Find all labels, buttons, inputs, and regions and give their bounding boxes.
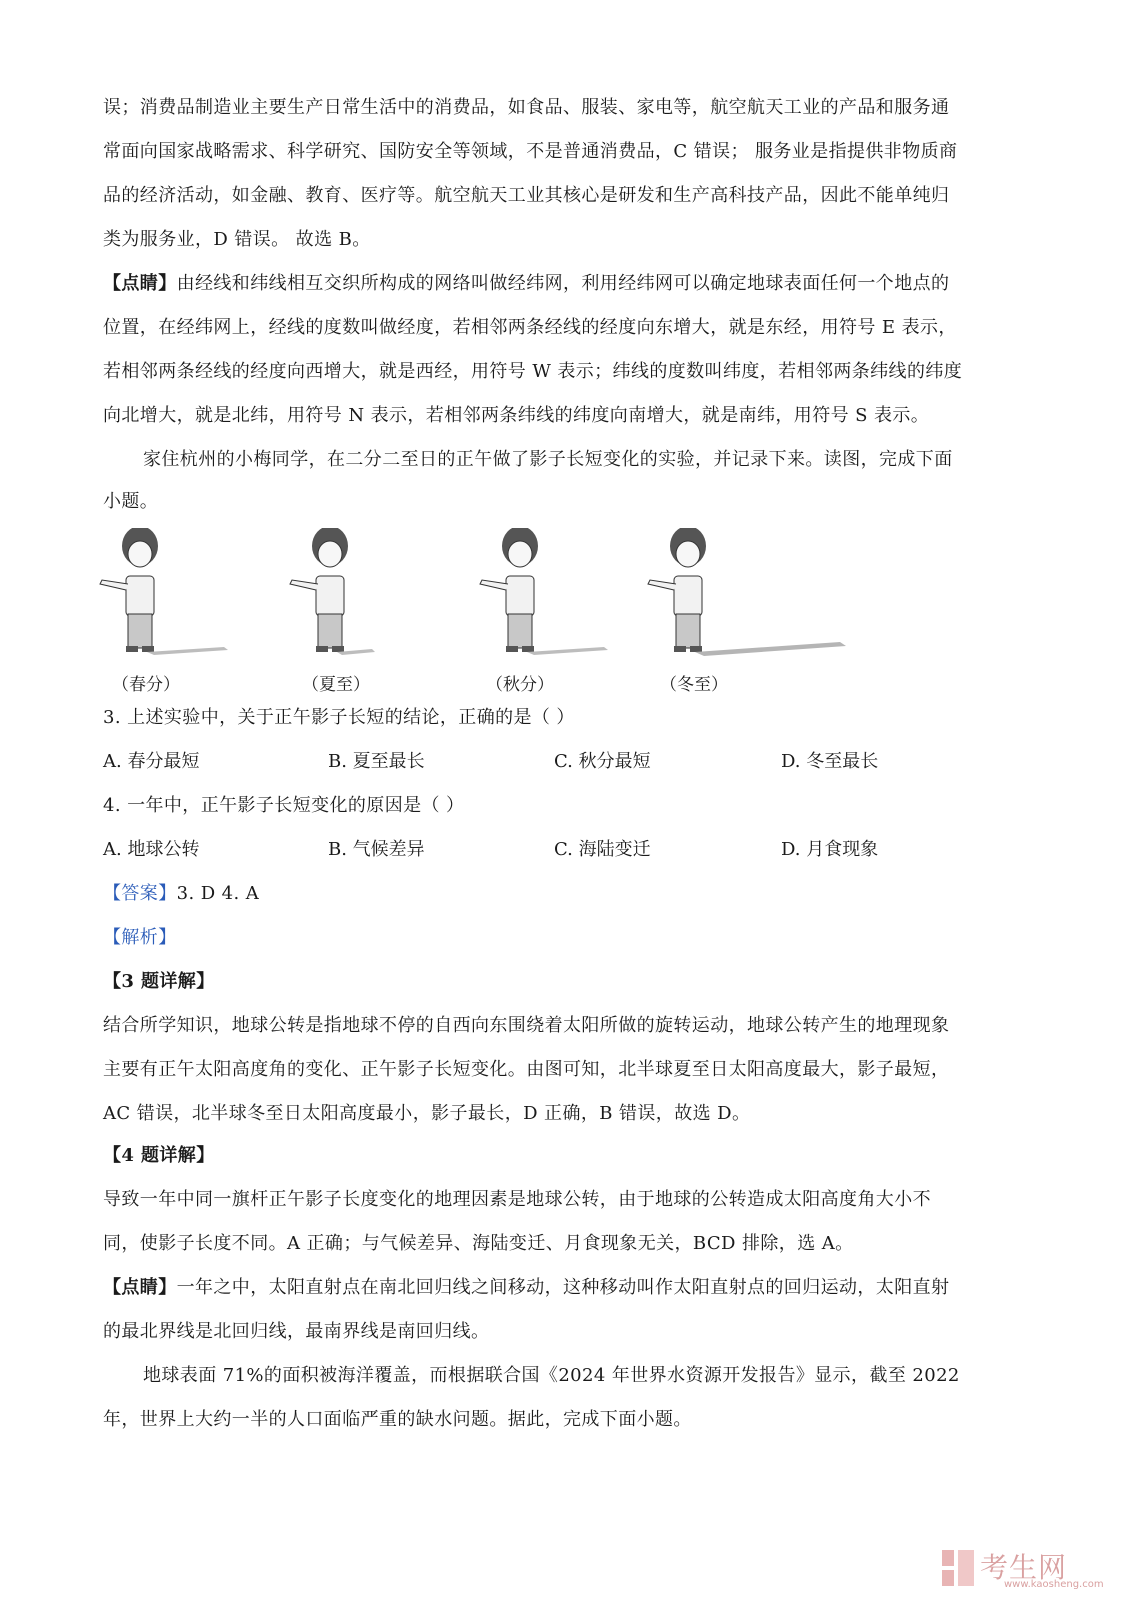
q4-option-a: A. 地球公转 (103, 839, 200, 860)
watermark-text: 考生网 (980, 1551, 1068, 1584)
caption-spring-equinox: （春分） (112, 675, 180, 695)
d3-line-3: AC 错误，北半球冬至日太阳高度最小，影子最长，D 正确，B 错误，故选 D。 (103, 1103, 751, 1124)
analysis-label: 【解析】 (103, 927, 177, 948)
intro2-line-2: 年，世界上大约一半的人口面临严重的缺水问题。据此，完成下面小题。 (103, 1409, 692, 1430)
girl-illustration (480, 528, 538, 652)
figure-spring-equinox (92, 528, 252, 668)
answer-line (103, 882, 259, 906)
intro-line-1: 家住杭州的小梅同学，在二分二至日的正午做了影子长短变化的实验，并记录下来。读图，完成下面 (143, 449, 953, 470)
q4-option-d: D. 月食现象 (781, 839, 879, 860)
tip1-line-4: 向北增大，就是北纬，用符号 N 表示，若相邻两条纬线的纬度向南增大，就是南纬，用符号 S 表示。 (103, 405, 930, 426)
d4-line-1: 导致一年中同一旗杆正午影子长度变化的地理因素是地球公转，由于地球的公转造成太阳高度角大小不 (103, 1189, 931, 1210)
figure-winter-solstice (640, 528, 850, 668)
girl-illustration (648, 528, 706, 652)
d3-line-1: 结合所学知识，地球公转是指地球不停的自西向东围绕着太阳所做的旋转运动，地球公转产生的地理现象 (103, 1015, 950, 1036)
q3-option-c: C. 秋分最短 (554, 751, 651, 772)
intro2-line-1: 地球表面 71%的面积被海洋覆盖，而根据联合国《2024 年世界水资源开发报告》显示，截至 2022 (143, 1365, 960, 1386)
figure-summer-solstice (282, 528, 442, 668)
shadow (147, 647, 228, 655)
caption-winter-solstice: （冬至） (660, 675, 728, 695)
q3-stem: 3. 上述实验中，关于正午影子长短的结论，正确的是（ ） (103, 707, 575, 728)
para1-line-4: 类为服务业，D 错误。 故选 B。 (103, 229, 371, 250)
tip1-line-3: 若相邻两条经线的经度向西增大，就是西经，用符号 W 表示；纬线的度数叫纬度，若相邻两条纬线的纬度 (103, 361, 963, 382)
tip2-line-2: 的最北界线是北回归线，最南界线是南回归线。 (103, 1321, 490, 1342)
d4-line-2: 同，使影子长度不同。A 正确；与气候差异、海陆变迁、月食现象无关，BCD 排除，选 A。 (103, 1233, 854, 1254)
answer-text: 3. D 4. A (176, 883, 260, 904)
para1-line-3: 品的经济活动，如金融、教育、医疗等。航空航天工业其核心是研发和生产高科技产品，因此不能单纯归 (103, 185, 950, 206)
q3-option-d: D. 冬至最长 (781, 751, 879, 772)
q4-option-c: C. 海陆变迁 (554, 839, 651, 860)
tip1-label: 【点睛】 (103, 273, 177, 294)
q4-option-b: B. 气候差异 (328, 839, 425, 860)
tip2-label: 【点睛】 (103, 1277, 177, 1298)
shadow (527, 647, 608, 655)
d4-label: 【4 题详解】 (103, 1145, 215, 1166)
q4-stem: 4. 一年中，正午影子长短变化的原因是（ ） (103, 795, 465, 816)
tip1-line-2: 位置，在经纬网上，经线的度数叫做经度，若相邻两条经线的经度向东增大，就是东经，用符号 E 表示， (103, 317, 957, 338)
shadow (695, 642, 846, 656)
q3-option-a: A. 春分最短 (103, 751, 200, 772)
tip1-text-1: 由经线和纬线相互交织所构成的网络叫做经纬网，利用经纬网可以确定地球表面任何一个地点的 (176, 273, 950, 294)
tip1-line-1 (103, 272, 949, 296)
girl-illustration (100, 528, 158, 652)
intro-line-2: 小题。 (103, 491, 159, 512)
answer-label: 【答案】 (103, 883, 177, 904)
caption-autumn-equinox: （秋分） (486, 675, 554, 695)
figure-autumn-equinox (472, 528, 632, 668)
watermark-url: www.kaosheng.com (1004, 1579, 1104, 1590)
para1-line-2: 常面向国家战略需求、科学研究、国防安全等领域，不是普通消费品，C 错误； 服务业是指提供非物质商 (103, 141, 958, 162)
q3-option-b: B. 夏至最长 (328, 751, 425, 772)
tip2-line-1 (103, 1276, 949, 1300)
caption-summer-solstice: （夏至） (302, 675, 370, 695)
tip2-text-1: 一年之中，太阳直射点在南北回归线之间移动，这种移动叫作太阳直射点的回归运动，太阳直射 (176, 1277, 950, 1298)
d3-label: 【3 题详解】 (103, 971, 215, 992)
girl-illustration (290, 528, 348, 652)
d3-line-2: 主要有正午太阳高度角的变化、正午影子长短变化。由图可知，北半球夏至日太阳高度最大，影子最短， (103, 1059, 950, 1080)
watermark-logo-icon (940, 1548, 976, 1588)
para1-line-1: 误；消费品制造业主要生产日常生活中的消费品，如食品、服装、家电等，航空航天工业的产品和服务通 (103, 97, 950, 118)
